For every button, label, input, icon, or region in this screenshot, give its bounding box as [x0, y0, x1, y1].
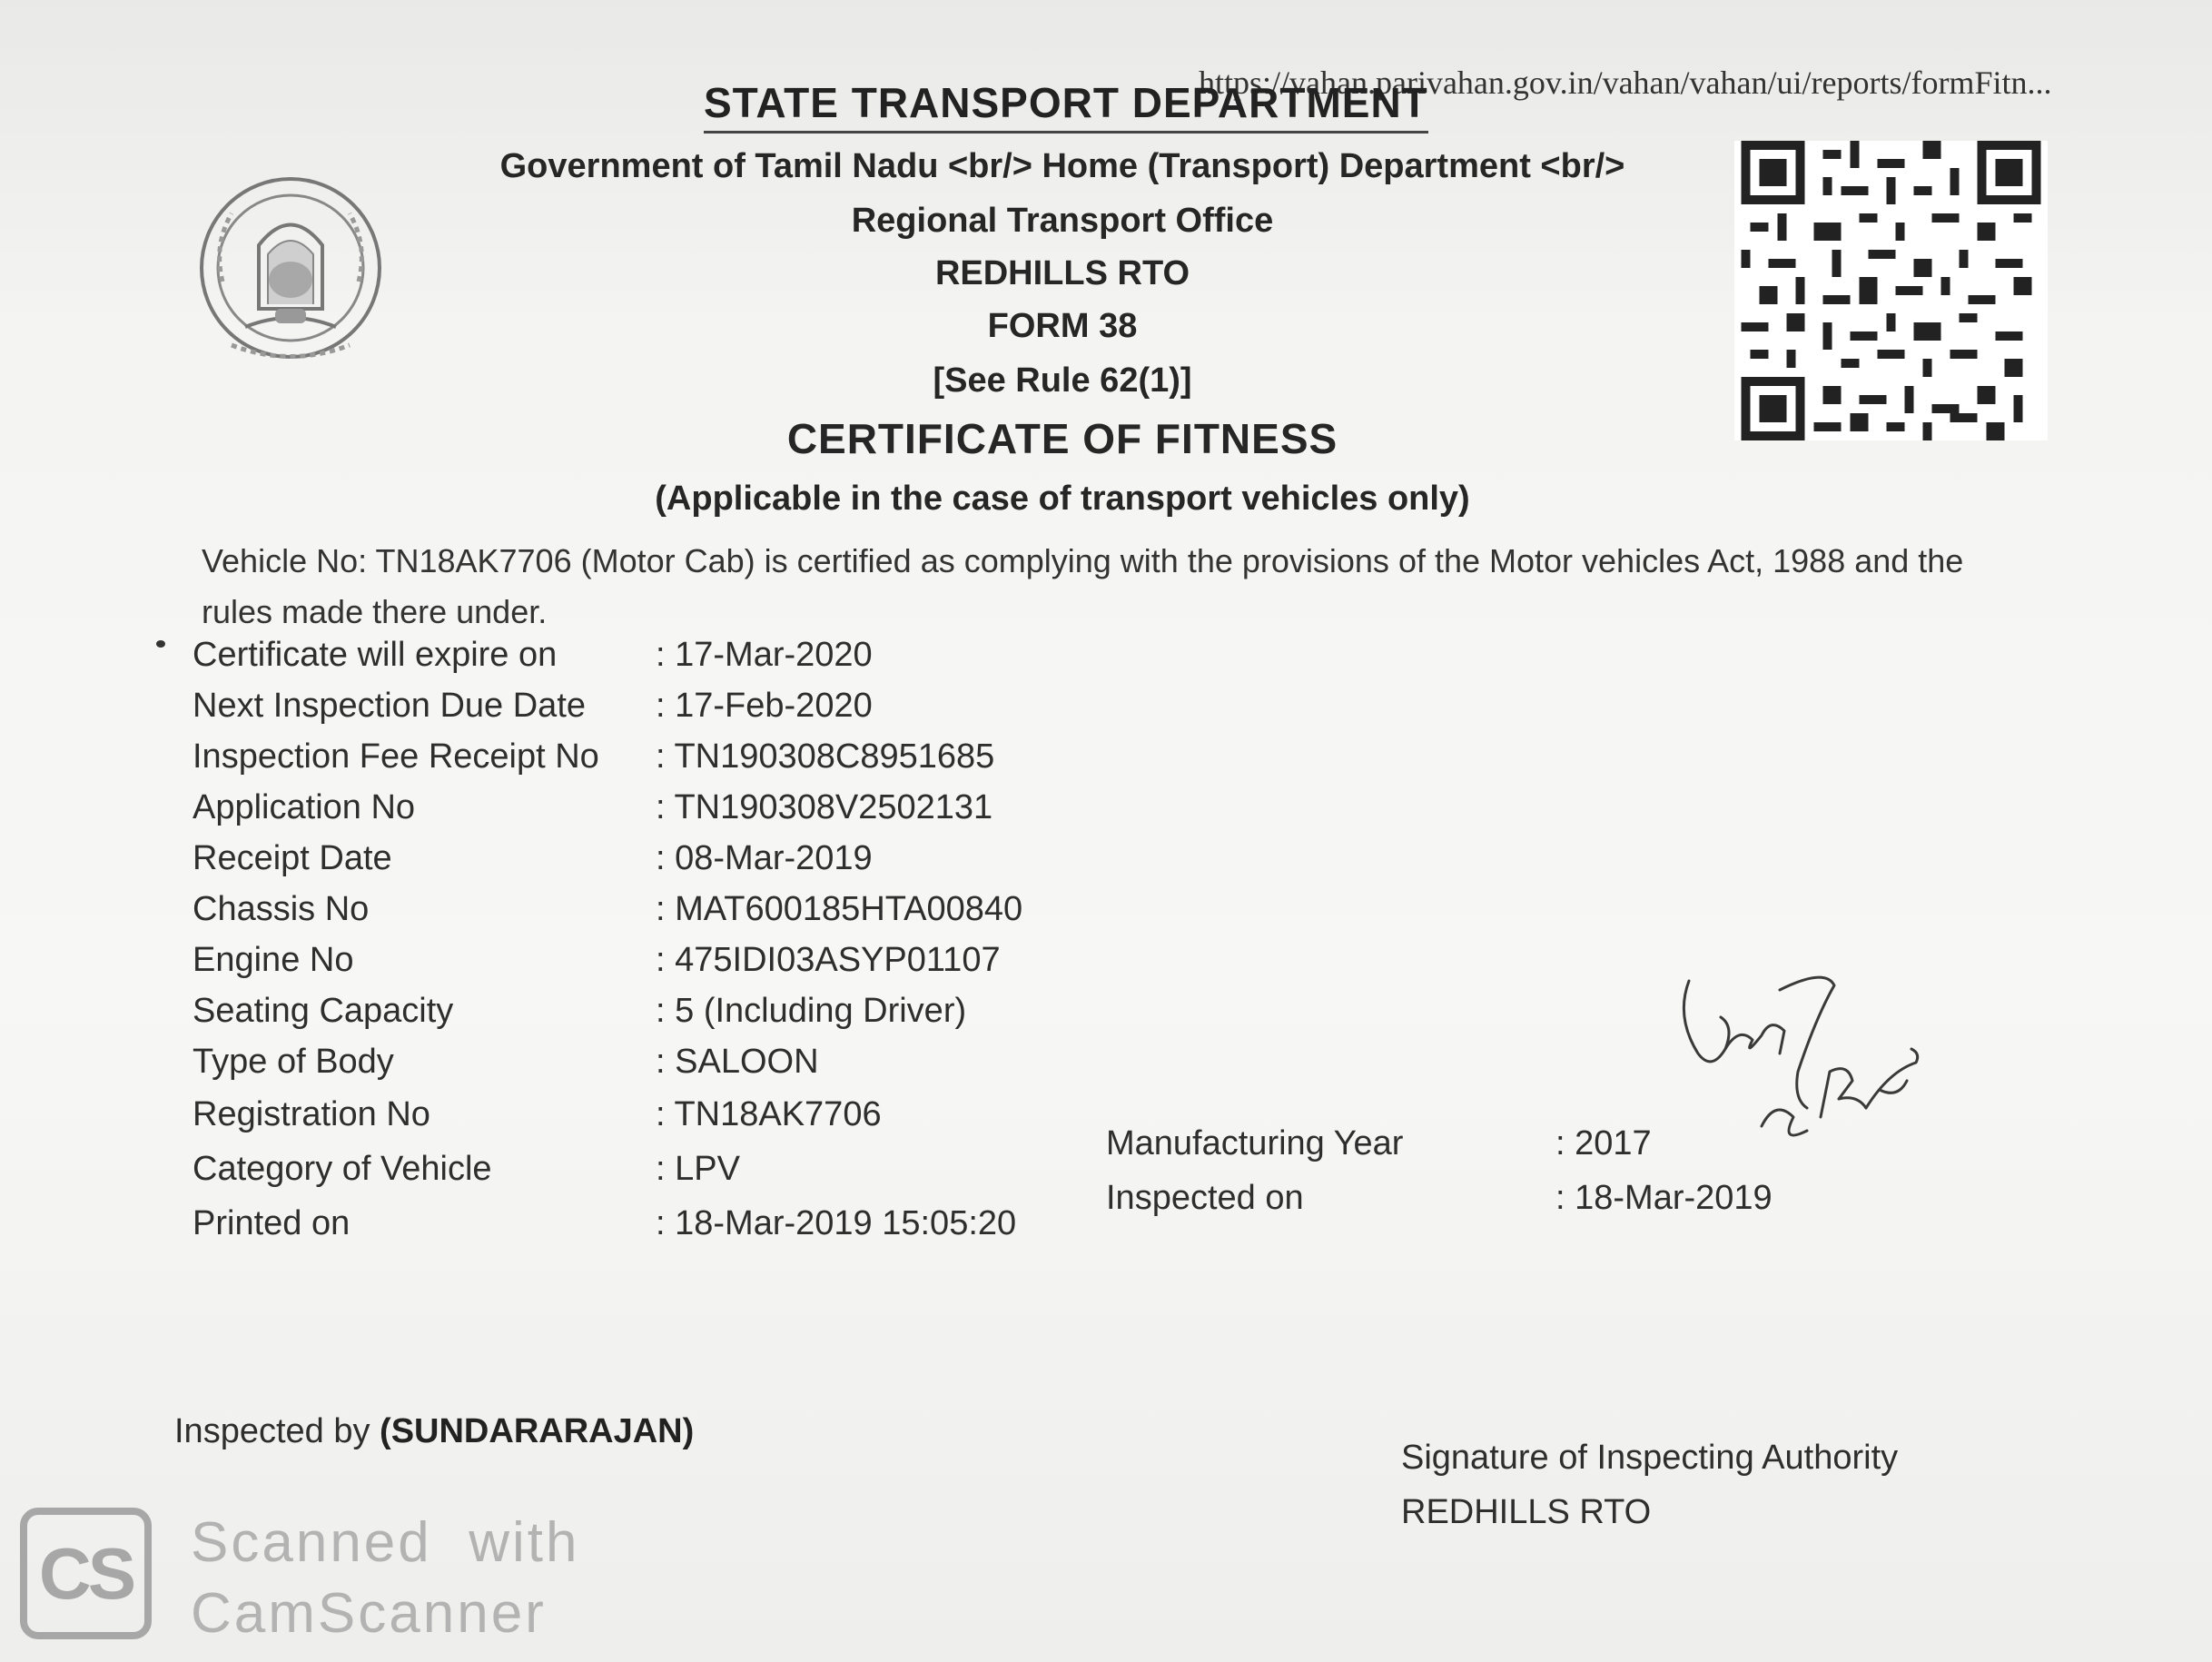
field-value: : 18-Mar-2019 [1555, 1179, 1773, 1218]
field-row [193, 737, 1101, 783]
field-label: Application No [193, 788, 416, 826]
inspected-on-row [1106, 1179, 1773, 1218]
field-value: : LPV [656, 1150, 740, 1189]
field-value: : SALOON [656, 1043, 819, 1082]
qr-code-icon [1734, 141, 2048, 440]
field-value: : 475IDI03ASYP01107 [656, 941, 1001, 980]
inspected-by-label: Inspected by [174, 1412, 370, 1450]
field-label: Category of Vehicle [193, 1150, 492, 1188]
signature-authority [1401, 1430, 1898, 1539]
field-row [193, 687, 1101, 732]
field-label: Inspected on [1106, 1179, 1304, 1217]
office-line: Regional Transport Office [851, 202, 1274, 240]
manufacturing-year-row [1106, 1124, 1652, 1163]
field-label: Seating Capacity [193, 992, 454, 1030]
field-value: : TN190308V2502131 [656, 788, 992, 827]
field-value: : MAT600185HTA00840 [656, 890, 1022, 929]
field-row [193, 890, 1101, 935]
watermark-line1: Scanned with [191, 1511, 580, 1574]
field-row [193, 941, 1101, 986]
field-row [193, 992, 1101, 1037]
field-value: : 08-Mar-2019 [656, 839, 873, 878]
government-line: Government of Tamil Nadu <br/> Home (Transport) Department <br/> [499, 147, 1625, 185]
scanner-watermark [191, 1508, 579, 1649]
field-value: : 17-Feb-2020 [656, 687, 873, 726]
field-label: Certificate will expire on [193, 636, 558, 674]
camscanner-logo-icon: CS [20, 1508, 152, 1639]
field-row [193, 1204, 1101, 1250]
field-row [193, 1043, 1101, 1088]
field-row [193, 839, 1101, 885]
certificate-title: CERTIFICATE OF FITNESS [786, 415, 1338, 462]
field-value: : TN18AK7706 [656, 1095, 882, 1134]
field-row [193, 636, 1101, 681]
field-label: Inspection Fee Receipt No [193, 737, 599, 776]
field-label: Engine No [193, 941, 354, 979]
field-label: Receipt Date [193, 839, 392, 877]
form-number: FORM 38 [987, 307, 1138, 345]
signature-label: Signature of Inspecting Authority [1401, 1439, 1899, 1477]
inspected-by [174, 1412, 694, 1451]
rto-line: REDHILLS RTO [934, 254, 1190, 292]
field-value: : 2017 [1555, 1124, 1652, 1163]
applicability-note: (Applicable in the case of transport vehicles only) [655, 480, 1470, 518]
field-value: : 17-Mar-2020 [656, 636, 873, 675]
field-value: : TN190308C8951685 [656, 737, 994, 777]
bullet-mark [156, 640, 165, 648]
field-label: Printed on [193, 1204, 351, 1242]
field-label: Registration No [193, 1095, 430, 1133]
field-value: : 18-Mar-2019 15:05:20 [656, 1204, 1016, 1243]
field-label: Chassis No [193, 890, 370, 928]
certification-statement: Vehicle No: TN18AK7706 (Motor Cab) is certified as complying with the provisions of the Motor vehicles Act, 1988 and the rules made there under. [202, 542, 1964, 630]
watermark-line2: CamScanner [191, 1582, 547, 1645]
signature-office: REDHILLS RTO [1401, 1493, 1652, 1531]
field-value: : 5 (Including Driver) [656, 992, 966, 1031]
state-emblem-icon [195, 173, 386, 368]
field-label: Next Inspection Due Date [193, 687, 587, 725]
department-title: STATE TRANSPORT DEPARTMENT [704, 78, 1428, 134]
inspector-name: (SUNDARARAJAN) [380, 1412, 695, 1450]
field-label: Type of Body [193, 1043, 394, 1081]
field-label: Manufacturing Year [1106, 1124, 1404, 1162]
field-row [193, 1095, 1101, 1141]
page-url: https://vahan.parivahan.gov.in/vahan/vahan/ui/reports/formFitn... [1199, 64, 2052, 101]
handwritten-signature [1671, 963, 1943, 1162]
rule-reference: [See Rule 62(1)] [933, 361, 1192, 400]
field-row [193, 1150, 1101, 1195]
field-row [193, 788, 1101, 834]
